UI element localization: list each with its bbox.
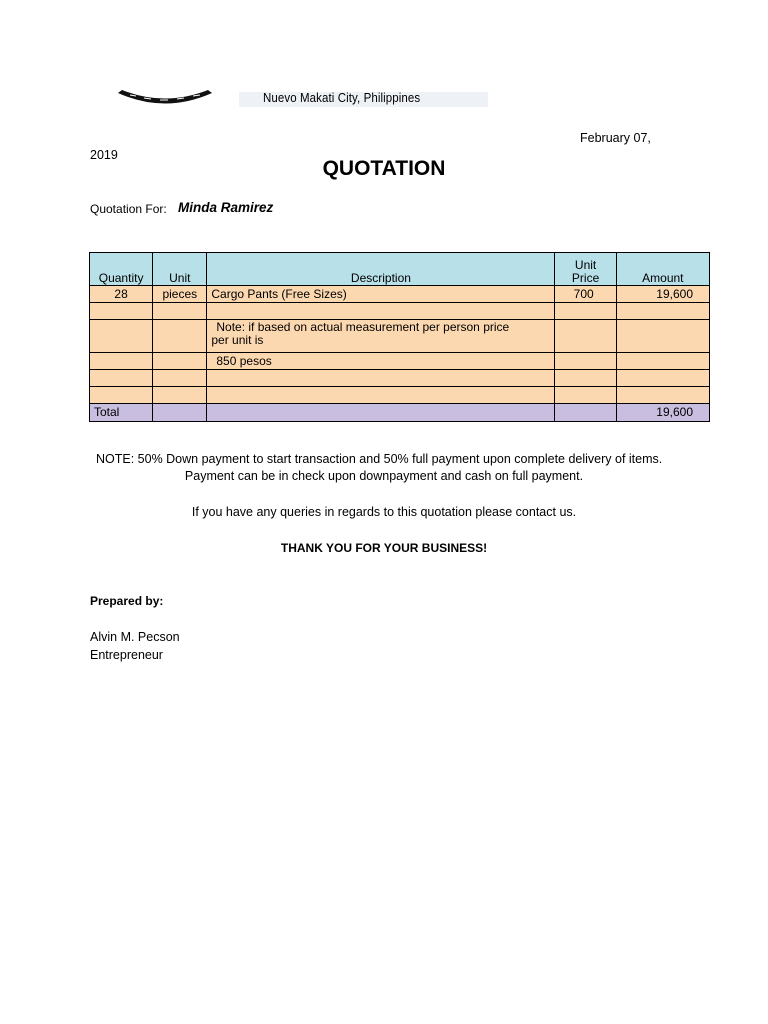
cell-description-note: [207, 320, 555, 353]
note-line-2: per unit is: [211, 333, 264, 347]
note-line-1: Note: if based on actual measurement per person price: [216, 320, 510, 334]
cell-amount: 19,600: [616, 286, 709, 303]
cell-unit: [153, 387, 207, 404]
cell-quantity: [90, 387, 153, 404]
total-label: Total: [90, 404, 153, 422]
table-row: [90, 370, 710, 387]
quotation-for-label: Quotation For:: [90, 202, 167, 216]
cell-unit: [153, 320, 207, 353]
cell-unit-price: [555, 320, 616, 353]
cell-unit-price: [555, 370, 616, 387]
header-unit-price-line2: Price: [571, 271, 600, 285]
cell-amount: [616, 353, 709, 370]
prepared-by-label: Prepared by:: [90, 594, 164, 608]
company-address: Nuevo Makati City, Philippines: [263, 91, 421, 105]
cell-unit: pieces: [153, 286, 207, 303]
cell-amount: [616, 387, 709, 404]
cell-amount: [616, 303, 709, 320]
cell-unit: [153, 303, 207, 320]
header-unit-price: [555, 253, 616, 286]
cell-quantity: [90, 370, 153, 387]
header-description: Description: [207, 253, 555, 286]
cell-description: [207, 387, 555, 404]
page-title: [0, 157, 768, 181]
cell-quantity: [90, 303, 153, 320]
header-unit: Unit: [153, 253, 207, 286]
payment-note: NOTE: 50% Down payment to start transaction and 50% full payment upon complete delivery of items.: [96, 452, 663, 466]
cell-unit: [153, 353, 207, 370]
cell-quantity: 28: [90, 286, 153, 303]
table-row: [90, 353, 710, 370]
header-unit-price-line1: Unit: [574, 258, 597, 272]
cell-quantity: [90, 320, 153, 353]
table-row: [90, 320, 710, 353]
cell-unit-price: [555, 353, 616, 370]
header-quantity: Quantity: [90, 253, 153, 286]
table-row: [90, 387, 710, 404]
cell-quantity: [90, 353, 153, 370]
cell-unit: [153, 370, 207, 387]
cell-description: 850 pesos: [207, 353, 555, 370]
quotation-date: February 07,: [580, 131, 651, 145]
total-empty-unit: [153, 404, 207, 422]
page-title-text: QUOTATION: [322, 157, 446, 180]
table-total-row: [90, 404, 710, 422]
cell-unit-price: 700: [555, 286, 616, 303]
signer-name: Alvin M. Pecson: [90, 630, 180, 644]
signer-role: Entrepreneur: [90, 648, 163, 662]
table-header-row: [90, 253, 710, 286]
cell-unit-price: [555, 387, 616, 404]
cell-description: Cargo Pants (Free Sizes): [207, 286, 555, 303]
customer-name: Minda Ramirez: [178, 200, 274, 215]
cell-amount: [616, 370, 709, 387]
table-row: [90, 303, 710, 320]
total-amount: 19,600: [616, 404, 709, 422]
company-logo: [116, 76, 214, 106]
table-row: [90, 286, 710, 303]
quotation-date-year: 2019: [90, 148, 118, 162]
total-empty-price: [555, 404, 616, 422]
thank-you-message: THANK YOU FOR YOUR BUSINESS!: [280, 541, 488, 555]
queries-note: If you have any queries in regards to this quotation please contact us.: [191, 505, 577, 519]
quotation-table: [89, 252, 710, 422]
cell-description: [207, 303, 555, 320]
payment-note-2: Payment can be in check upon downpayment and cash on full payment.: [184, 469, 584, 483]
cell-amount: [616, 320, 709, 353]
cell-description: [207, 370, 555, 387]
total-empty-description: [207, 404, 555, 422]
cell-unit-price: [555, 303, 616, 320]
header-amount: Amount: [616, 253, 709, 286]
